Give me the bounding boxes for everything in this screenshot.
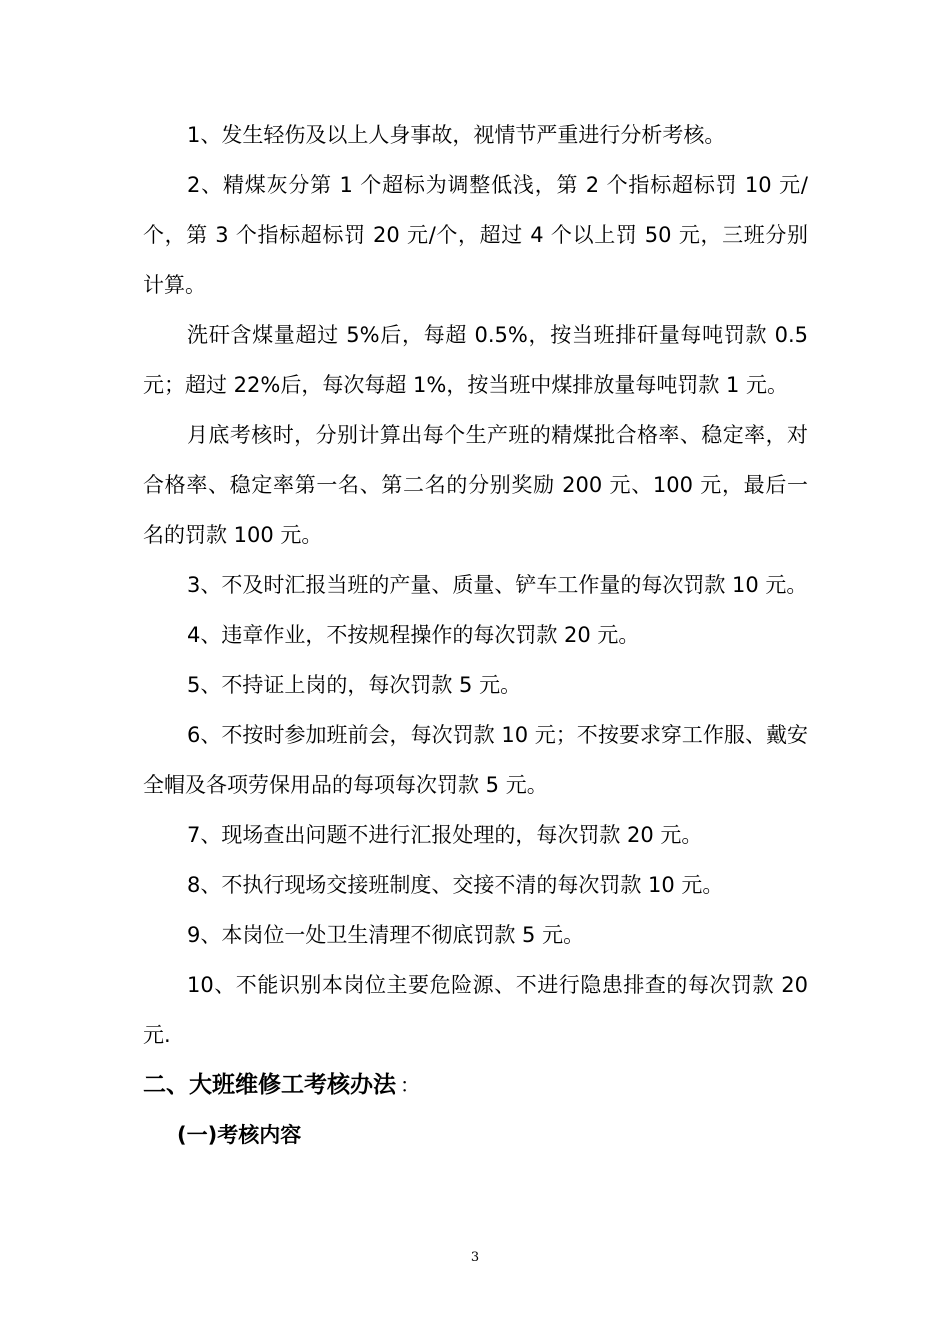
paragraph-item-6: 6、不按时参加班前会，每次罚款 10 元；不按要求穿工作服、戴安全帽及各项劳保用品的每项每次罚款 5 元。: [143, 723, 808, 797]
page-number: 3: [470, 1250, 480, 1265]
section-heading: [143, 1060, 808, 1110]
paragraph-item-9: 9、本岗位一处卫生清理不彻底罚款 5 元。: [187, 923, 585, 947]
paragraph-gangue-coal-content: 洗矸含煤量超过 5%后，每超 0.5%，按当班排矸量每吨罚款 0.5 元；超过 22%后，每次每超 1%，按当班中煤排放量每吨罚款 1 元。: [143, 323, 808, 397]
paragraph-monthly-assessment: 月底考核时，分别计算出每个生产班的精煤批合格率、稳定率，对合格率、稳定率第一名、第二名的分别奖励 200 元、100 元，最后一名的罚款 100 元。: [143, 423, 808, 547]
paragraph-item-8: 8、不执行现场交接班制度、交接不清的每次罚款 10 元。: [187, 873, 724, 897]
section-heading-colon: ：: [400, 1073, 420, 1097]
paragraph-item-10: 10、不能识别本岗位主要危险源、不进行隐患排查的每次罚款 20 元.: [143, 973, 808, 1047]
paragraph-item-4: 4、违章作业，不按规程操作的每次罚款 20 元。: [187, 623, 640, 647]
paragraph-item-5: 5、不持证上岗的，每次罚款 5 元。: [187, 673, 522, 697]
section-heading-text: 二、大班维修工考核办法: [143, 1072, 396, 1098]
paragraph-item-7: 7、现场查出问题不进行汇报处理的，每次罚款 20 元。: [187, 823, 703, 847]
sub-heading: (一)考核内容: [177, 1123, 302, 1147]
paragraph-item-1: 1、发生轻伤及以上人身事故，视情节严重进行分析考核。: [187, 123, 726, 147]
document-body: [143, 110, 808, 1160]
paragraph-item-3: 3、不及时汇报当班的产量、质量、铲车工作量的每次罚款 10 元。: [187, 573, 808, 597]
paragraph-item-2: 2、精煤灰分第 1 个超标为调整低浅，第 2 个指标超标罚 10 元/个，第 3 个指标超标罚 20 元/个，超过 4 个以上罚 50 元，三班分别计算。: [143, 173, 808, 297]
